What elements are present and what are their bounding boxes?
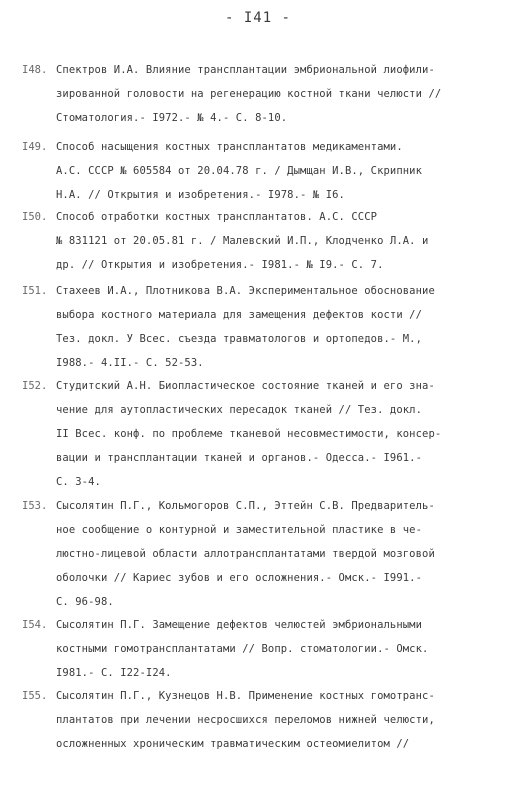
entry-line: Способ отработки костных трансплантатов. А.С. СССР (56, 211, 378, 223)
entry-line: зированной головости на регенерацию костной ткани челюсти // (56, 88, 442, 100)
entry-line: Сысолятин П.Г., Кольмогоров С.П., Эттейн С.В. Предваритель- (56, 500, 435, 512)
entry-line: люстно-лицевой области аллотрансплантатами твердой мозговой (56, 548, 435, 560)
entry-line: Стоматология.- I972.- № 4.- С. 8-10. (56, 112, 288, 124)
entry-line: оболочки // Кариес зубов и его осложнения.- Омск.- I991.- (56, 572, 423, 584)
entry-number: I55. (22, 690, 48, 702)
bibliography-entry (0, 205, 516, 277)
entry-number: I49. (22, 141, 48, 153)
entry-line: костными гомотрансплантатами // Вопр. стоматологии.- Омск. (56, 643, 429, 655)
entry-line: ное сообщение о контурной и заместительной пластике в че- (56, 524, 423, 536)
bibliography-entry (0, 58, 516, 130)
entry-line: Стахеев И.А., Плотникова В.А. Экспериментальное обоснование (56, 285, 435, 297)
entry-line: № 831121 от 20.05.81 г. / Малевский И.П., Клодченко Л.А. и (56, 235, 429, 247)
entry-line: Н.А. // Открытия и изобретения.- I978.- № I6. (56, 189, 345, 201)
entry-line: Тез. докл. У Всес. съезда травматологов и ортопедов.- М., (56, 333, 423, 345)
page-number: - I41 - (224, 10, 291, 26)
entry-line: I981.- С. I22-I24. (56, 667, 172, 679)
entry-line: II Всес. конф. по проблеме тканевой несовместимости, консер- (56, 428, 442, 440)
bibliography-entry (0, 374, 516, 494)
entry-line: осложненных хроническим травматическим остеомиелитом // (56, 738, 410, 750)
bibliography-entry (0, 135, 516, 207)
entry-line: плантатов при лечении несросшихся переломов нижней челюсти, (56, 714, 435, 726)
entry-line: С. 96-98. (56, 596, 114, 608)
entry-number: I54. (22, 619, 48, 631)
entry-line: Спектров И.А. Влияние трансплантации эмбриональной лиофили- (56, 64, 435, 76)
entry-line: вации и трансплантации тканей и органов.- Одесса.- I961.- (56, 452, 423, 464)
entry-line: Сысолятин П.Г. Замещение дефектов челюстей эмбриональными (56, 619, 423, 631)
entry-line: Способ насыщения костных трансплантатов медикаментами. (56, 141, 403, 153)
entry-line: Сысолятин П.Г., Кузнецов Н.В. Применение костных гомотранс- (56, 690, 435, 702)
entry-number: I48. (22, 64, 48, 76)
entry-line: Студитский А.Н. Биопластическое состояние тканей и его зна- (56, 380, 435, 392)
entry-line: чение для аутопластических пересадок тканей // Тез. докл. (56, 404, 423, 416)
entry-number: I52. (22, 380, 48, 392)
entry-number: I51. (22, 285, 48, 297)
bibliography-entry (0, 279, 516, 375)
bibliography-entry (0, 684, 516, 756)
entry-line: выбора костного материала для замещения дефектов кости // (56, 309, 423, 321)
entry-line: С. 3-4. (56, 476, 101, 488)
bibliography-entry (0, 494, 516, 614)
bibliography-entry (0, 613, 516, 685)
entry-line: I988.- 4.II.- С. 52-53. (56, 357, 204, 369)
entry-line: А.С. СССР № 605584 от 20.04.78 г. / Дымщан И.В., Скрипник (56, 165, 423, 177)
entry-line: др. // Открытия и изобретения.- I981.- № I9.- С. 7. (56, 259, 384, 271)
entry-number: I53. (22, 500, 48, 512)
entry-number: I50. (22, 211, 48, 223)
